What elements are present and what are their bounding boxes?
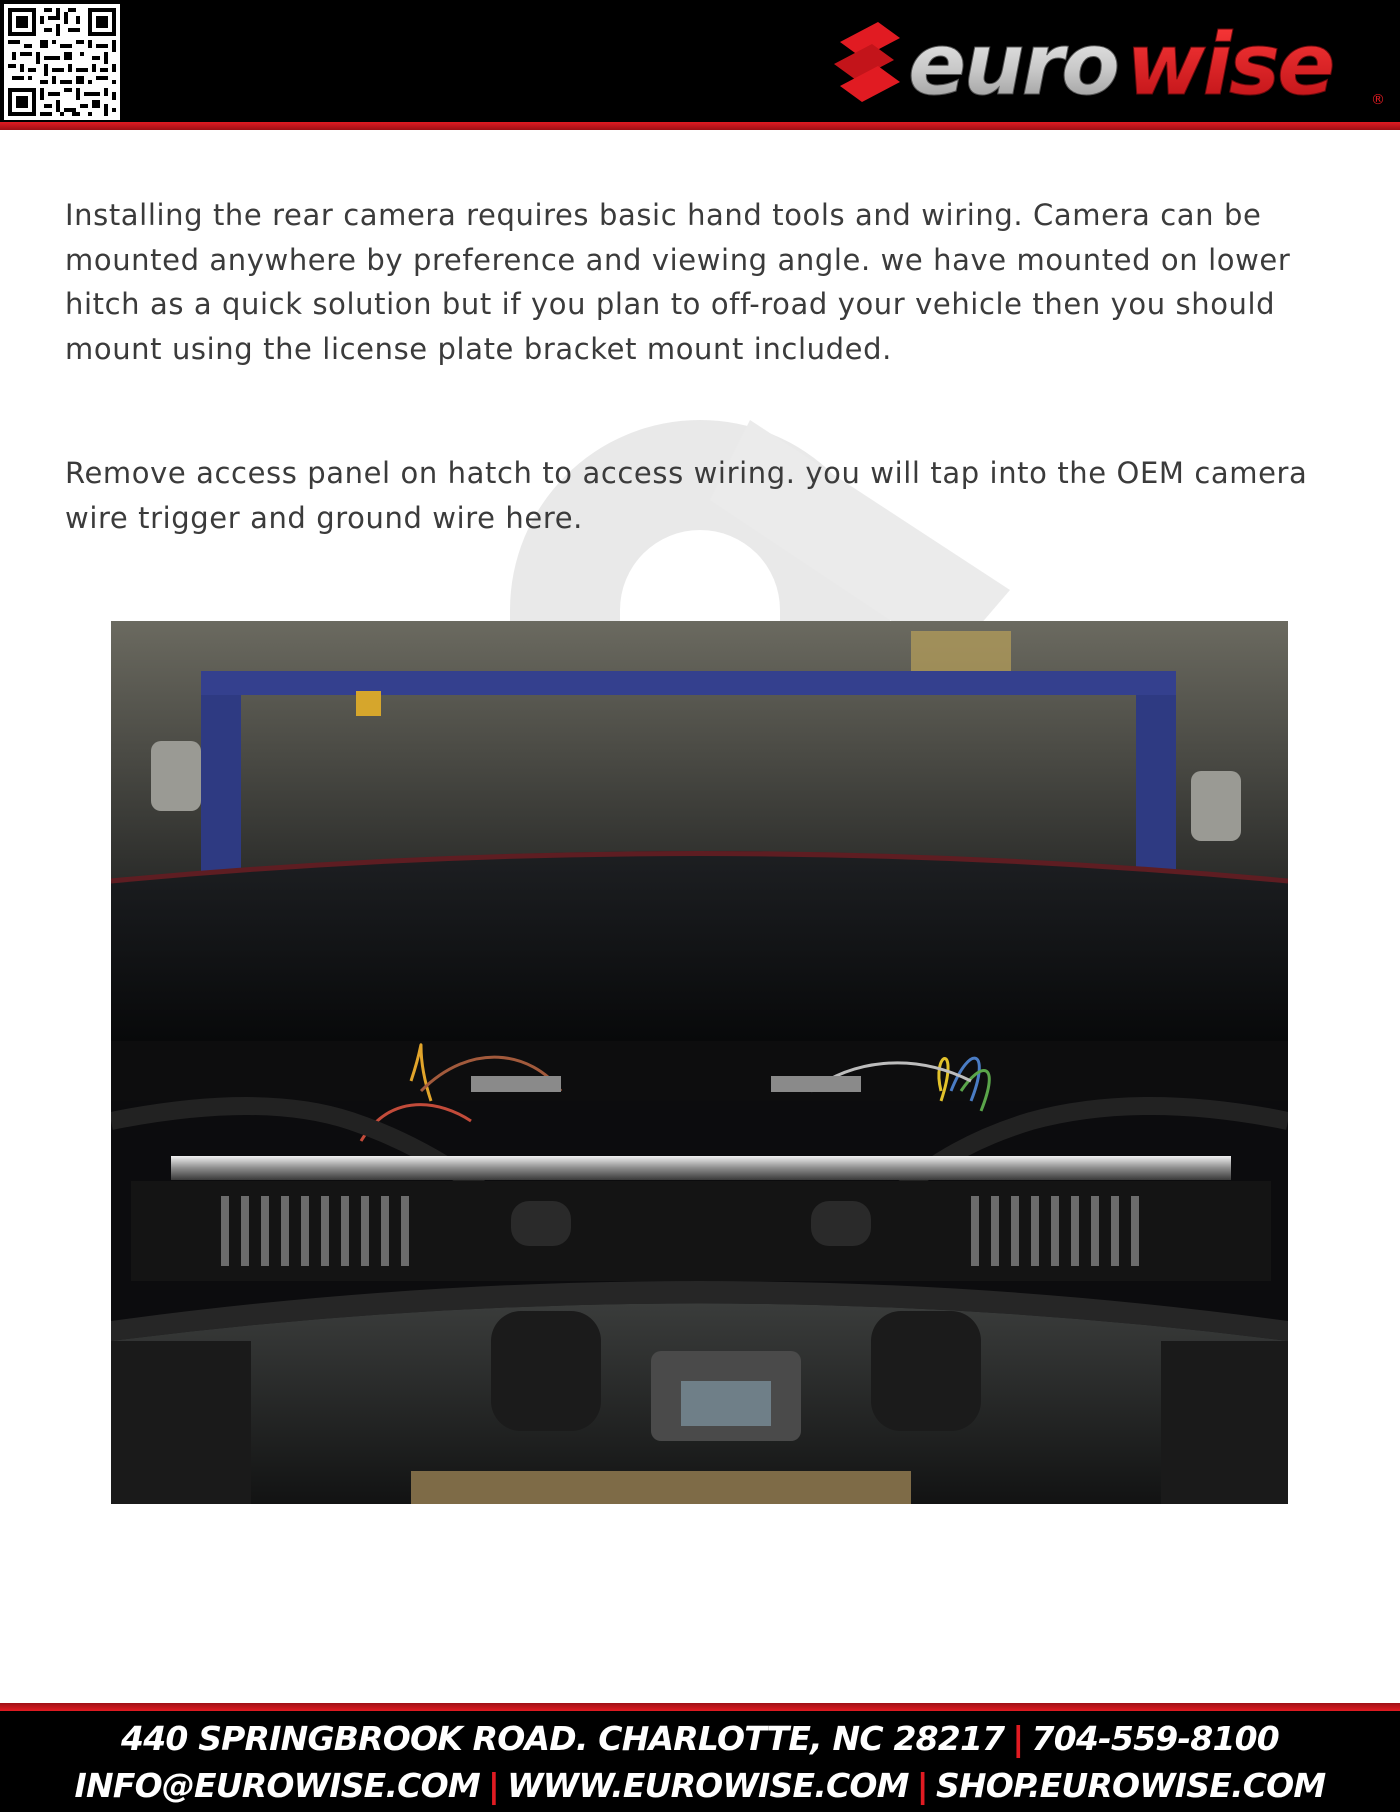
hatch-wiring-photo	[111, 621, 1288, 1504]
header-accent-stripe	[0, 122, 1400, 130]
svg-text:®: ®	[1371, 92, 1385, 108]
footer-address-line	[0, 1719, 1400, 1758]
instruction-paragraph-2: Remove access panel on hatch to access wiring. you will tap into the OEM camera wire trigger and ground wire here.	[65, 456, 1308, 535]
eurowise-logo[interactable]	[826, 8, 1386, 118]
footer-phone[interactable]: 704-559-8100	[1031, 1719, 1279, 1758]
svg-text:wise: wise	[1126, 15, 1333, 115]
footer-accent-stripe	[0, 1703, 1400, 1711]
instruction-paragraph-1: Installing the rear camera requires basic hand tools and wiring. Camera can be mounted anywhere by preference and viewing angle. we have mounted on lower hitch as a quick solution but if you plan to off-road your vehicle then you should mount using the license plate bracket mount included.	[65, 198, 1291, 366]
footer-shop-link[interactable]: SHOP.EUROWISE.COM	[935, 1766, 1326, 1805]
page-header	[0, 0, 1400, 122]
footer-contact-line	[0, 1766, 1400, 1805]
eurowise-mark-icon	[834, 22, 900, 102]
footer-address: 440 SPRINGBROOK ROAD. CHARLOTTE, NC 28217	[121, 1719, 1005, 1758]
footer-website-link[interactable]: WWW.EUROWISE.COM	[507, 1766, 909, 1805]
svg-text:euro: euro	[908, 15, 1118, 115]
footer-separator: |	[1012, 1719, 1024, 1758]
footer-separator: |	[487, 1766, 500, 1805]
footer-separator: |	[916, 1766, 928, 1805]
footer-email-link[interactable]: INFO@EUROWISE.COM	[74, 1766, 480, 1805]
qr-code-icon[interactable]	[4, 4, 120, 120]
